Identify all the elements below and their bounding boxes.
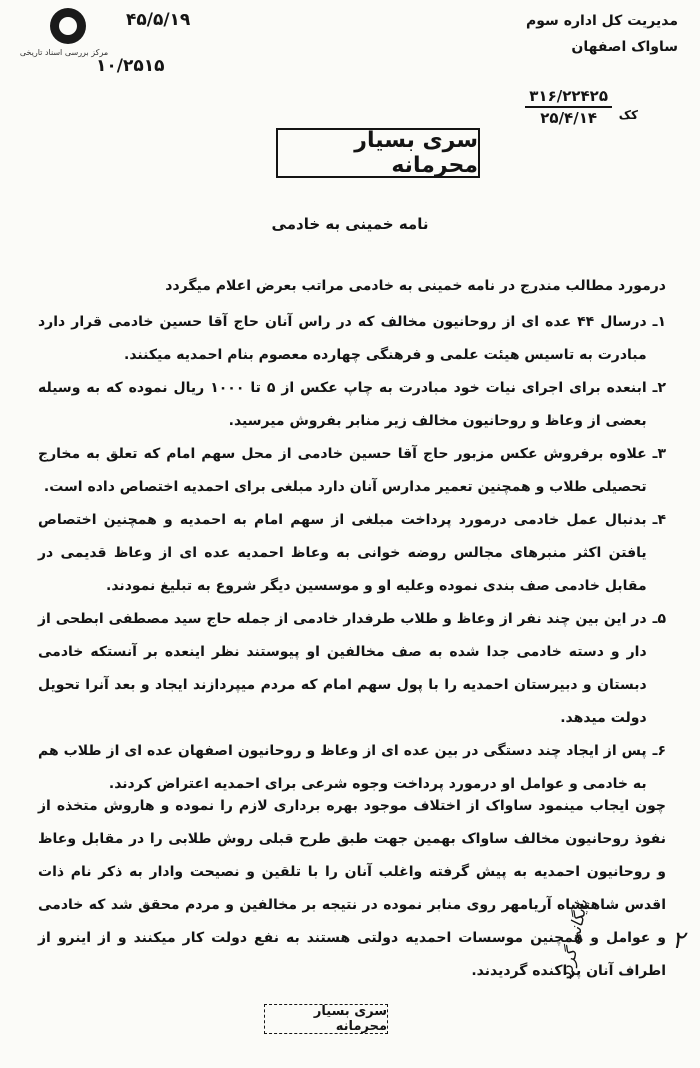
watermark-text: مرکز بررسی اسناد تاریخی <box>19 48 109 57</box>
header-date: ۴۵/۵/۱۹ <box>126 10 191 30</box>
list-item <box>38 603 666 735</box>
header-number-bottom: ۲۵/۴/۱۴ <box>540 109 597 127</box>
header-org-block <box>526 8 678 60</box>
header-reference: ۱۰/۲۵۱۵ <box>96 56 165 76</box>
item-text: پس از ایجاد چند دستگی در بین عده ای از وعاظ و روحانیون اصفهان عده ای از طلاب هم به خادمی و عوامل او درمورد پرداخت وجوه شرعی برای احمدیه اعتراض کردند. <box>38 743 647 792</box>
item-text: علاوه برفروش عکس مزبور حاج آقا حسین خادمی از محل سهم امام که تعلق به مخارج تحصیلی طلاب و همچنین تعمیر مدارس آنان دارد مبلغی برای احمدیه اختصاص داده است. <box>38 446 647 495</box>
margin-note-number: ۲ <box>672 926 685 954</box>
item-text: درسال ۴۴ عده ای از روحانیون مخالف که در راس آنان حاج آقا حسین خادمی قرار دارد مبادرت به تاسیس هیئت علمی و فرهنگی چهارده معصوم بنام احمدیه میکنند. <box>38 314 647 363</box>
list-item <box>38 438 666 504</box>
header-branch: ساواک اصفهان <box>571 39 678 55</box>
item-number: ۴ـ <box>652 512 666 528</box>
archive-logo <box>14 8 109 68</box>
handwritten-margin-note: بایگانی گردد <box>556 897 592 981</box>
item-number: ۳ـ <box>652 446 666 462</box>
list-item <box>38 306 666 372</box>
document-title: نامه خمینی به خادمی <box>271 215 429 233</box>
item-number: ۶ـ <box>652 743 666 759</box>
item-number: ۲ـ <box>652 380 666 396</box>
header-org: مدیریت کل اداره سوم <box>526 13 678 29</box>
item-number: ۵ـ <box>652 611 666 627</box>
item-text: بدنبال عمل خادمی درمورد پرداخت مبلغی از سهم امام به احمدیه و همچنین اختصاص یافتن اکثر منبرهای مجالس روضه خوانی به وعاظ احمدیه عده ای از وعاظ قدیمی در مقابل خادمی صف بندی نموده وعلیه او و موسسین دیگر شروع به تبلیغ نمودند. <box>38 512 647 594</box>
intro-line: درمورد مطالب مندرج در نامه خمینی به خادمی مراتب بعرض اعلام میگردد <box>165 278 666 294</box>
item-text: در این بین چند نفر از وعاظ و طلاب طرفدار خادمی از جمله حاج سید مصطفی ابطحی از دار و دسته خادمی جدا شده به صف مخالفین او پیوستند نظر اینعده بر آنستکه خادمی دبستان و دبیرستان احمدیه را با پول سهم امام که مردم میپردازند ایجاد و بعد آنرا تحویل دولت میدهد. <box>38 611 647 726</box>
bottom-stamp: سری بسیار محرمانه <box>264 1004 388 1034</box>
list-item <box>38 372 666 438</box>
item-text: ابنعده برای اجرای نیات خود مبادرت به چاپ عکس از ۵ تا ۱۰۰۰ ریال نموده که به وسیله بعضی از وعاظ و روحانیون مخالف زیر منابر بفروش میرسید. <box>38 380 647 429</box>
closing-paragraph: چون ایجاب مینمود ساواک از اختلاف موجود بهره برداری لازم را نموده و هاروش متخذه از نفوذ روحانیون مخالف ساواک بهمین جهت طبق طرح قبلی روش طلابی را در مقابل وعاظ و روحانیون احمدیه به پیش گرفته واغلب آنان را با تلقین و نصیحت وادار به ذکر نام ذات اقدس شاهنشاه آریامهر روی منابر نموده در نتیجه بر مخالفین و مردم محقق شد که خادمی و عوامل و همچنین موسسات احمدیه دولتی هستند به نفع دولت کار میکنند و از اینرو از اطراف آنان پراکنده گردیدند. <box>38 798 666 979</box>
header-suffix: کک <box>618 108 638 122</box>
logo-icon <box>50 8 86 44</box>
list-item <box>38 504 666 603</box>
header-number <box>525 88 612 126</box>
numbered-items <box>38 306 666 801</box>
classification-stamp: سری بسیار محرمانه <box>276 128 480 178</box>
item-number: ۱ـ <box>652 314 666 330</box>
header-number-top: ۳۱۶/۲۲۴۲۵ <box>525 88 612 108</box>
